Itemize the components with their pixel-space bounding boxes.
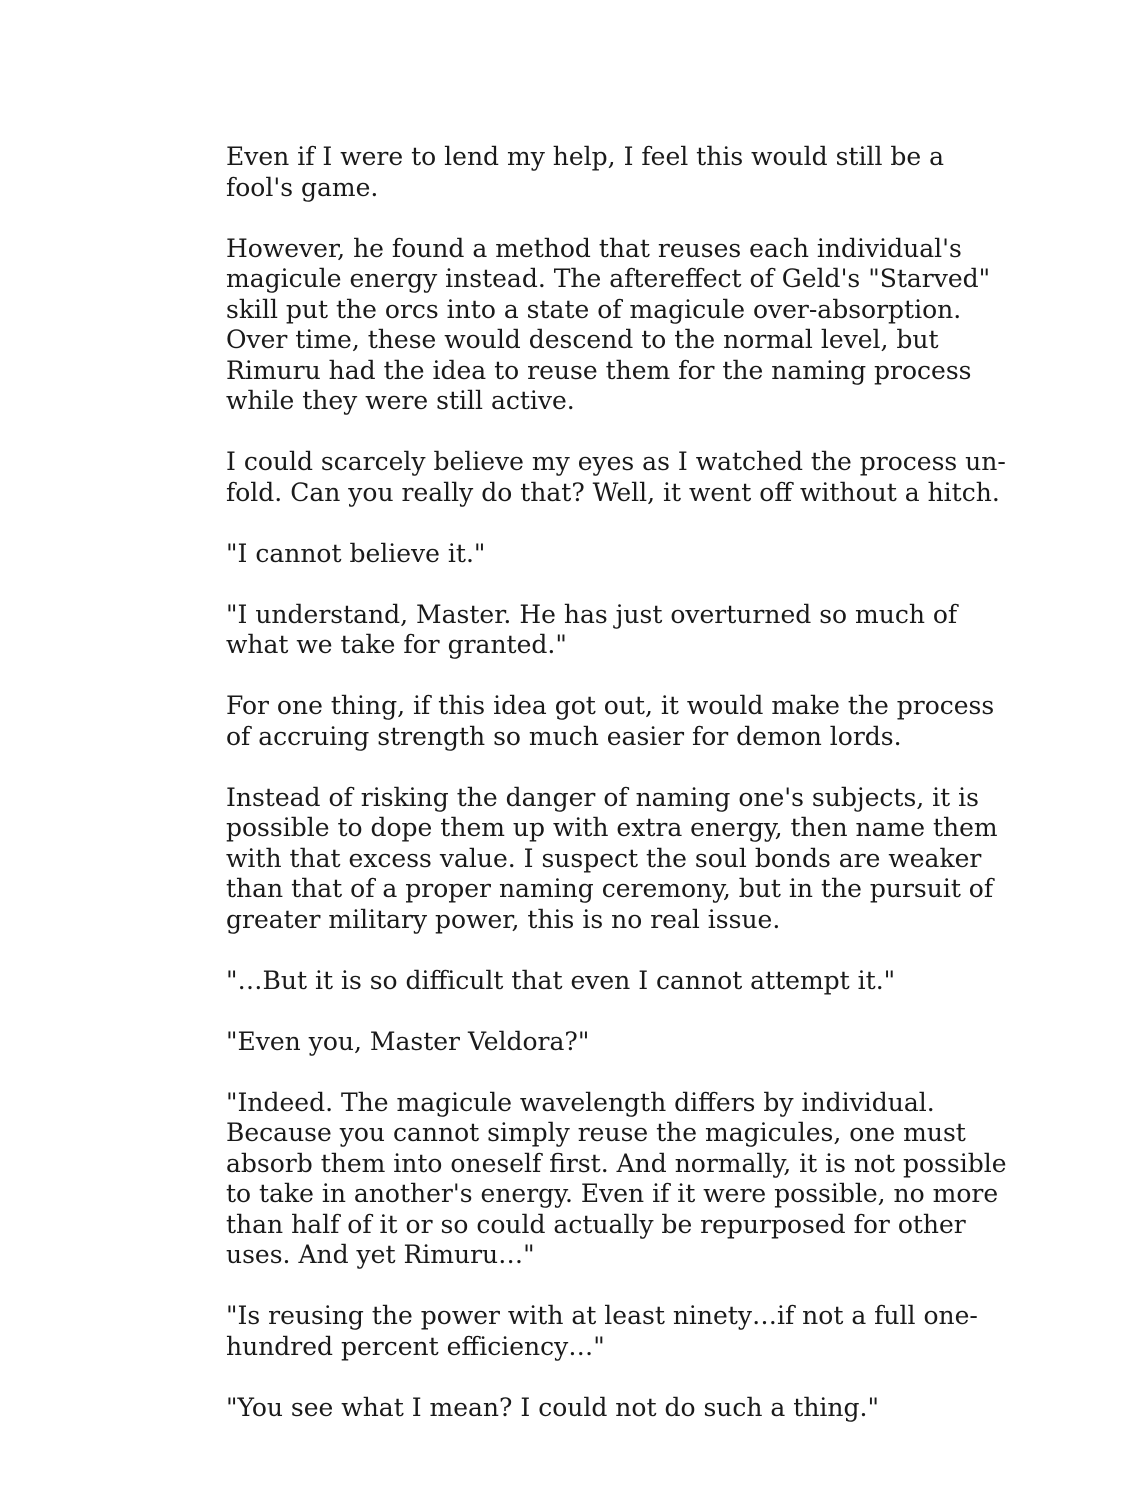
paragraph-4	[226, 539, 896, 570]
text-line: greater military power, this is no real issue.	[226, 904, 781, 934]
text-line: "…But it is so difficult that even I cannot attempt it."	[226, 965, 896, 995]
text-line: Instead of risking the danger of naming one's subjects, it is	[226, 782, 979, 812]
paragraph-11	[226, 1301, 978, 1362]
text-line: "Indeed. The magicule wavelength differs by individual.	[226, 1087, 935, 1117]
text-line: uses. And yet Rimuru…"	[226, 1240, 535, 1269]
text-line: "You see what I mean? I could not do such a thing."	[226, 1392, 879, 1422]
text-line: Because you cannot simply reuse the magicules, one must	[226, 1118, 966, 1147]
paragraph-5	[226, 599, 958, 661]
text-line: what we take for granted."	[226, 630, 567, 659]
text-line: "Is reusing the power with at least ninety…if not a full one-	[226, 1301, 978, 1330]
paragraph-10	[226, 1087, 1007, 1271]
text-line: with that excess value. I suspect the soul bonds are weaker	[226, 843, 982, 873]
text-line: I could scarcely believe my eyes as I watched the process un-	[226, 447, 1006, 476]
paragraph-12	[226, 1393, 896, 1424]
paragraph-8	[226, 966, 896, 997]
text-line: than that of a proper naming ceremony, but in the pursuit of	[226, 874, 994, 903]
text-line: "I cannot believe it."	[226, 538, 486, 568]
text-line: of accruing strength so much easier for demon lords.	[226, 721, 902, 751]
text-line: fold. Can you really do that? Well, it went off without a hitch.	[226, 477, 1000, 507]
text-line: hundred percent efficiency…"	[226, 1331, 605, 1361]
paragraph-6	[226, 691, 995, 752]
text-line: "I understand, Master. He has just overturned so much of	[226, 599, 958, 629]
text-line: than half of it or so could actually be repurposed for other	[226, 1209, 966, 1239]
text-line: while they were still active.	[226, 386, 575, 415]
paragraph-3	[226, 447, 1006, 508]
text-line: For one thing, if this idea got out, it would make the process	[226, 691, 995, 720]
text-line: magicule energy instead. The aftereffect of Geld's "Starved"	[226, 264, 991, 293]
paragraph-1	[226, 142, 945, 203]
text-line: Rimuru had the idea to reuse them for the naming process	[226, 355, 972, 385]
paragraph-7	[226, 782, 998, 936]
text-line: skill put the orcs into a state of magicule over-absorption.	[226, 294, 962, 324]
paragraph-2	[226, 233, 991, 417]
text-line: "Even you, Master Veldora?"	[226, 1026, 590, 1056]
text-line: possible to dope them up with extra energy, then name them	[226, 813, 998, 842]
paragraph-9	[226, 1027, 896, 1058]
text-line: Even if I were to lend my help, I feel this would still be a	[226, 142, 945, 171]
document-body	[226, 142, 1007, 1454]
text-line: However, he found a method that reuses each individual's	[226, 233, 962, 263]
text-line: fool's game.	[226, 172, 379, 202]
text-line: Over time, these would descend to the normal level, but	[226, 325, 939, 354]
text-line: absorb them into oneself first. And normally, it is not possible	[226, 1148, 1007, 1178]
text-line: to take in another's energy. Even if it were possible, no more	[226, 1179, 999, 1208]
